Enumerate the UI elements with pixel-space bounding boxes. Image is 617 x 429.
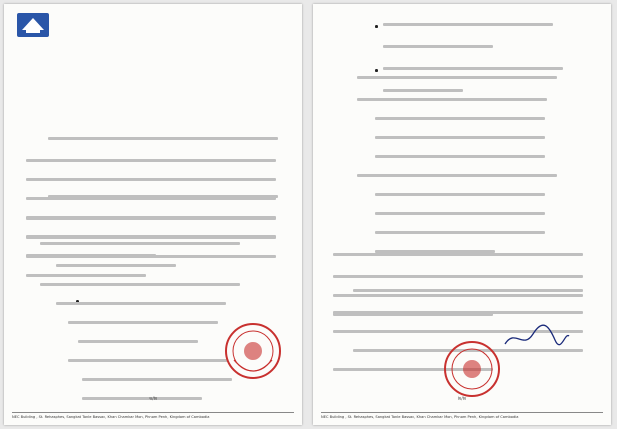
footer-address: NEC Building , St. Rehasphes, Sangkat Tonle Bassac, Khan Chamkar Mon, Phnom Penh, Kingdom of Cambodia [12, 415, 210, 419]
document-page-1 [4, 4, 302, 425]
sub-point-list [357, 67, 611, 257]
official-seal [224, 322, 282, 380]
official-seal [443, 340, 501, 398]
page-footer [12, 412, 294, 419]
list-item [375, 14, 611, 52]
document-page-2 [313, 4, 611, 425]
signature [501, 322, 571, 352]
nec-logo [16, 12, 50, 38]
footer-address: NEC Building , St. Rehasphes, Sangkat Tonle Bassac, Khan Chamkar Mon, Phnom Penh, Kingdom of Cambodia [321, 415, 519, 419]
page-footer [321, 412, 603, 419]
page-number: ២/២ [457, 397, 467, 402]
page-number: ១/២ [148, 397, 158, 402]
